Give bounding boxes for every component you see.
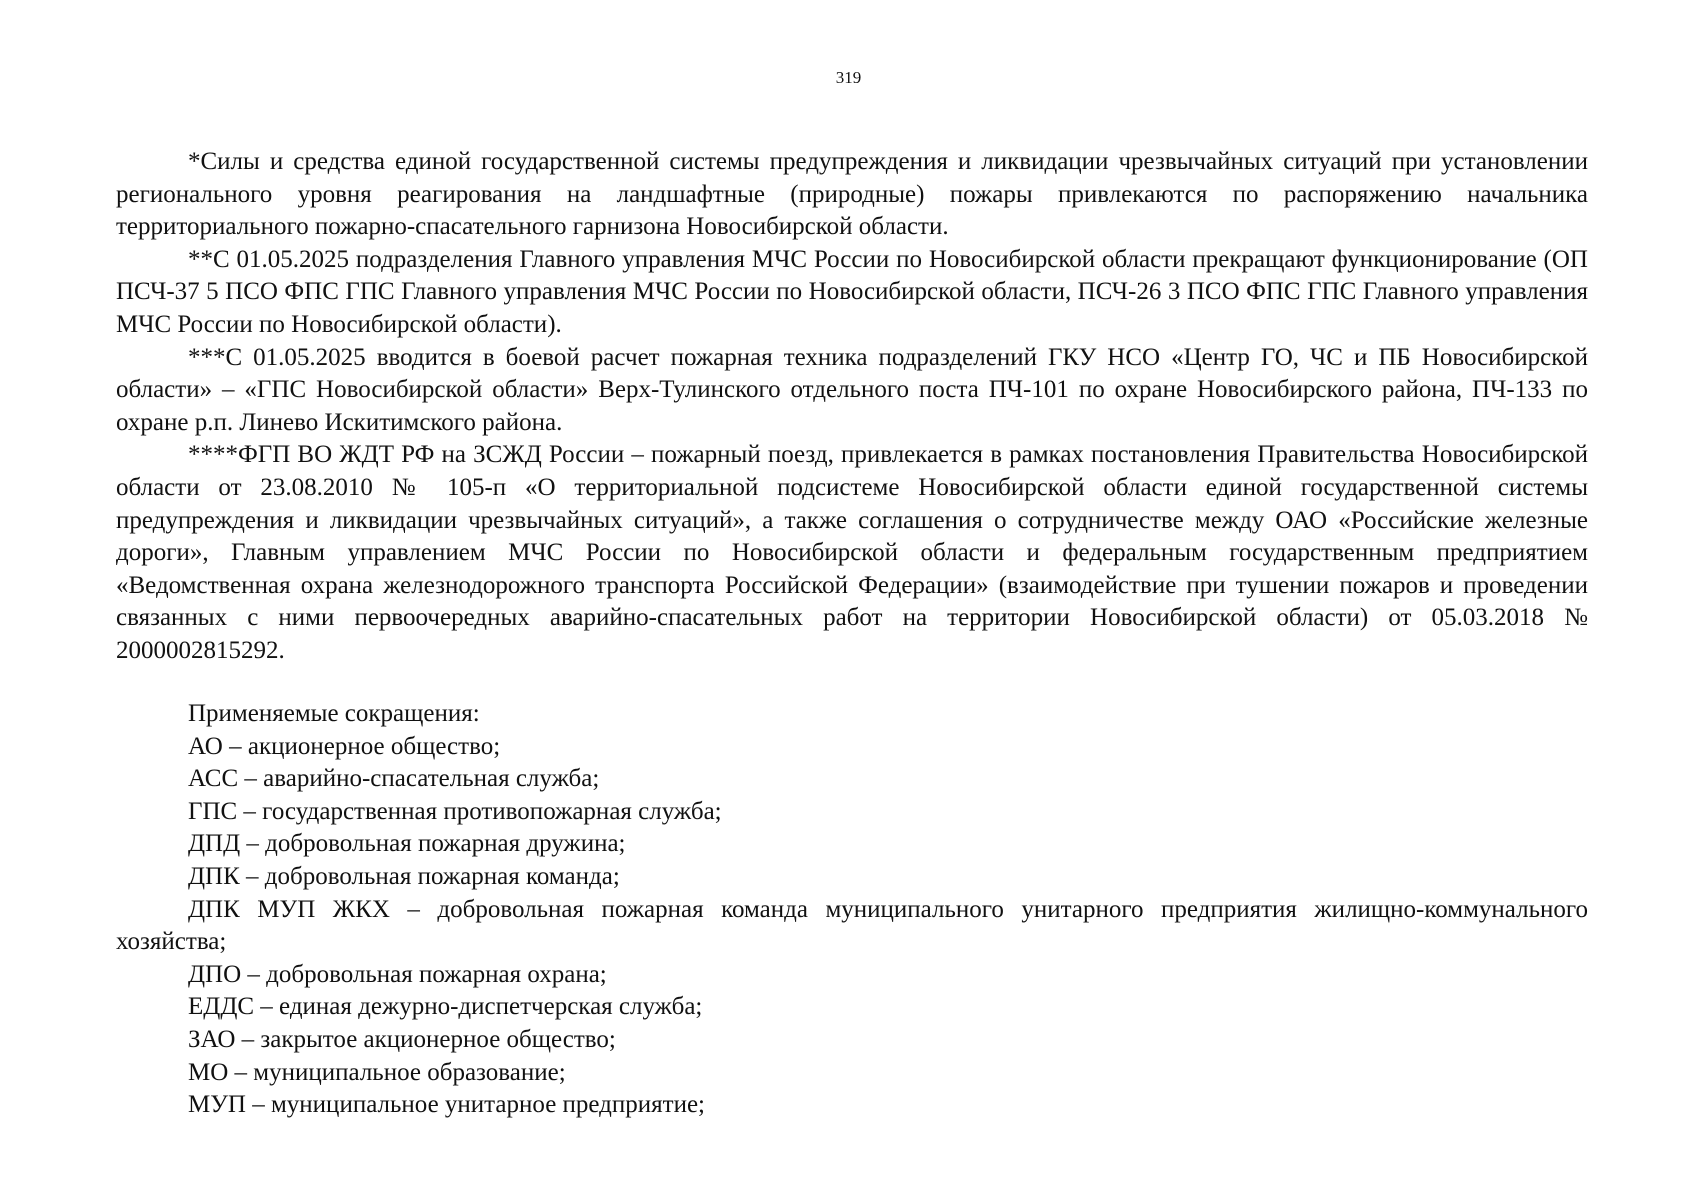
abbreviation-item: ГПС – государственная противопожарная служба; (188, 797, 722, 825)
footnote-3: ***С 01.05.2025 вводится в боевой расчет пожарная техника подразделений ГКУ НСО «Центр ГО, ЧС и ПБ Новосибирской области» – «ГПС Новосибирской области» Верх-Тулинского отдельного поста ПЧ-101 по охране Новосибирского района, ПЧ-133 по охране р.п. Линево Искитимского района. (116, 343, 1588, 436)
footnote-4: ****ФГП ВО ЖДТ РФ на ЗСЖД России – пожарный поезд, привлекается в рамках постановления Правительства Новосибирской области от 23.08.2010 № 105-п «О территориальной подсистеме Новосибирской области единой государственной системы предупреждения и ликвидации чрезвычайных ситуаций», а также соглашения о сотрудничестве между ОАО «Российские железные дороги», Главным управлением МЧС России по Новосибирской области и федеральным государственным предприятием «Ведомственная охрана железнодорожного транспорта Российской Федерации» (взаимодействие при тушении пожаров и проведении связанных с ними первоочередных аварийно-спасательных работ на территории Новосибирской области) от 05.03.2018 № 2000002815292. (116, 441, 1588, 664)
abbreviation-item: МУП – муниципальное унитарное предприятие; (188, 1091, 706, 1119)
footnotes-section (116, 146, 1588, 668)
abbreviation-item: МО – муниципальное образование; (188, 1058, 566, 1086)
footnote-2: **С 01.05.2025 подразделения Главного управления МЧС России по Новосибирской области прекращают функционирование (ОП ПСЧ-37 5 ПСО ФПС ГПС Главного управления МЧС России по Новосибирской области, ПСЧ-26 3 ПСО ФПС ГПС Главного управления МЧС России по Новосибирской области). (116, 245, 1588, 338)
footnote-1: *Силы и средства единой государственной системы предупреждения и ликвидации чрезвычайных ситуаций при установлении регионального уровня реагирования на ландшафтные (природные) пожары привлекаются по распоряжению начальника территориального пожарно-спасательного гарнизона Новосибирской области. (116, 148, 1588, 241)
abbreviation-item: ДПО – добровольная пожарная охрана; (188, 960, 607, 988)
abbreviation-item: ДПК – добровольная пожарная команда; (188, 862, 620, 890)
abbreviation-item: ДПК МУП ЖКХ – добровольная пожарная команда муниципального унитарного предприятия жилищно-коммунального хозяйства; (116, 895, 1588, 956)
abbreviation-item: АО – акционерное общество; (188, 732, 501, 760)
page-number: 319 (835, 68, 862, 87)
abbreviations-section (116, 698, 1588, 1122)
abbreviations-list (116, 731, 1588, 1122)
abbreviations-heading: Применяемые сокращения: (188, 700, 480, 727)
abbreviation-item: ДПД – добровольная пожарная дружина; (188, 830, 626, 858)
abbreviation-item: ЕДДС – единая дежурно-диспетчерская служба; (188, 993, 703, 1021)
abbreviation-item: АСС – аварийно-спасательная служба; (188, 765, 600, 793)
abbreviation-item: ЗАО – закрытое акционерное общество; (188, 1025, 616, 1053)
